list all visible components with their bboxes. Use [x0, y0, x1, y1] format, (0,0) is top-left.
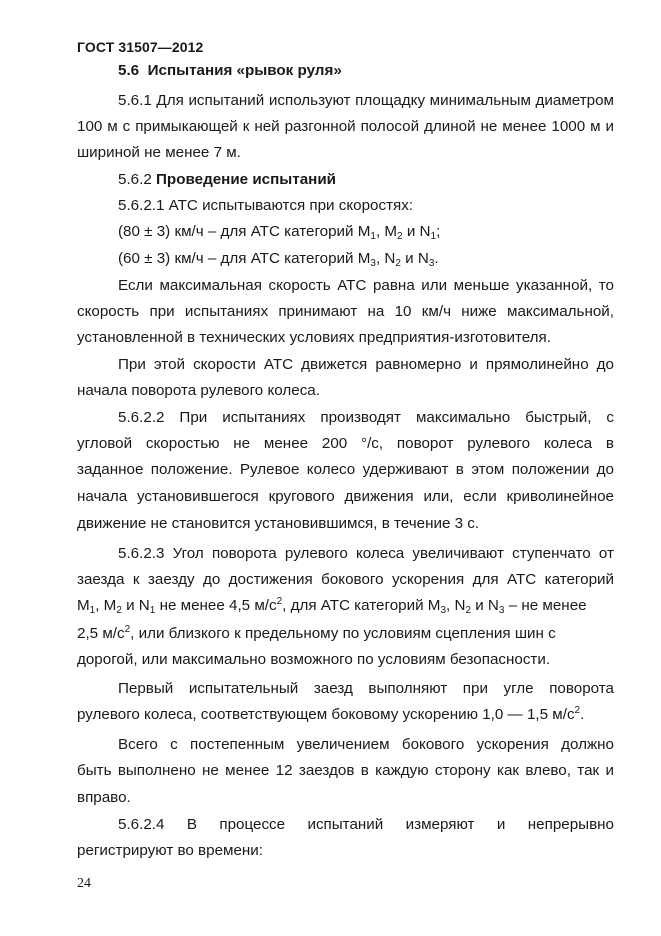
paragraph-line: дорогой, или максимально возможного по условиям безопасности. — [77, 651, 551, 668]
paragraph-line: рулевого колеса, соответствующем боковому ускорению 1,0 — 1,5 $м/с^2$. — [77, 705, 585, 723]
paragraph-line: $M_1$, $M_2$ и $N_1$ не менее 4,5 $м/с^2$, для АТС категорий $M_3$, $N_2$ и $N_3$ – не менее — [77, 596, 587, 616]
paragraph-line: 5.6.2.2 При испытаниях производят максимально быстрый, с — [118, 409, 614, 426]
paragraph-line: 5.6.1 Для испытаний используют площадку минимальным диаметром — [118, 92, 614, 109]
subsection-heading — [118, 171, 614, 189]
speed-item-1: (80 ± 3) км/ч – для АТС категорий $M_1$, $M_2$ и $N_1$; — [118, 223, 441, 242]
paragraph-line: угловой скоростью не менее 200 °/с, поворот рулевого колеса в — [77, 435, 614, 452]
paragraph-line: быть выполнено не менее 12 заездов в каждую сторону как влево, так и — [77, 762, 614, 779]
paragraph-line: 5.6.2.3 Угол поворота рулевого колеса увеличивают ступенчато от — [118, 545, 614, 562]
paragraph-line: 5.6.2.4 В процессе испытаний измеряют и непрерывно — [118, 816, 614, 833]
paragraph-line: движение не становится установившимся, в течение 3 с. — [77, 515, 480, 532]
paragraph-line: При этой скорости АТС движется равномерно и прямолинейно до — [118, 356, 614, 373]
paragraph-line: шириной не менее 7 м. — [77, 144, 241, 161]
paragraph-line: Первый испытательный заезд выполняют при угле поворота — [118, 680, 614, 697]
document-header: ГОСТ 31507—2012 — [77, 39, 204, 55]
paragraph-line: регистрируют во времени: — [77, 842, 264, 859]
paragraph-line: вправо. — [77, 789, 131, 806]
subsection-title: Проведение испытаний — [156, 171, 336, 188]
paragraph-line: Если максимальная скорость АТС равна или меньше указанной, то — [118, 277, 614, 294]
paragraph-line: Всего с постепенным увеличением бокового ускорения должно — [118, 736, 614, 753]
paragraph-line: установленной в технических условиях предприятия-изготовителя. — [77, 329, 551, 346]
paragraph-line: 100 м с примыкающей к ней разгонной полосой длиной не менее 1000 м и — [77, 118, 614, 135]
paragraph-line: скорость при испытаниях принимают на 10 км/ч ниже максимальной, — [77, 303, 614, 320]
paragraph-line: начала поворота рулевого колеса. — [77, 382, 320, 399]
paragraph-line: заданное положение. Рулевое колесо удерживают в этом положении до — [77, 461, 614, 478]
subsection-number: 5.6.2 — [118, 171, 152, 188]
paragraph-line: 2,5 $м/с^2$, или близкого к предельному по условиям сцепления шин с — [77, 624, 556, 642]
page-number: 24 — [77, 876, 91, 891]
paragraph-line: начала установившегося кругового движения или, если криволинейное — [77, 488, 614, 505]
section-number: 5.6 — [118, 62, 140, 79]
paragraph-line: заезда к заезду до достижения бокового ускорения для АТС категорий — [77, 571, 614, 588]
section-heading — [118, 62, 614, 80]
paragraph-line: 5.6.2.1 АТС испытываются при скоростях: — [118, 197, 414, 214]
speed-item-2: (60 ± 3) км/ч – для АТС категорий $M_3$, $N_2$ и $N_3$. — [118, 250, 439, 269]
section-title: Испытания «рывок руля» — [147, 62, 342, 79]
